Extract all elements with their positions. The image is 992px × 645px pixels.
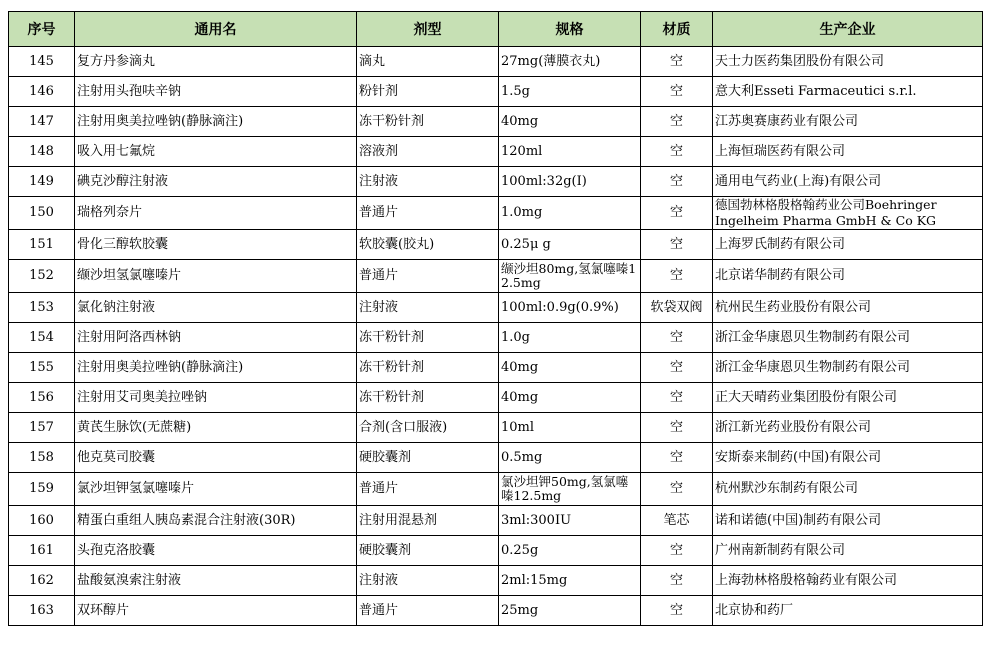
cell-spec: 27mg(薄膜衣丸) [499,47,641,77]
cell-spec: 氯沙坦钾50mg,氢氯噻嗪12.5mg [499,473,641,506]
cell-form: 普通片 [357,260,499,293]
table-row [9,383,983,413]
cell-material: 空 [641,167,713,197]
cell-spec: 25mg [499,596,641,626]
cell-company: 杭州民生药业股份有限公司 [713,293,983,323]
header-material: 材质 [641,12,713,47]
table-row [9,473,983,506]
cell-form: 注射液 [357,566,499,596]
cell-material: 空 [641,323,713,353]
cell-material: 空 [641,536,713,566]
cell-spec: 3ml:300IU [499,506,641,536]
cell-material: 空 [641,77,713,107]
cell-material: 空 [641,566,713,596]
cell-company: 上海恒瑞医药有限公司 [713,137,983,167]
cell-company: 北京诺华制药有限公司 [713,260,983,293]
cell-material: 空 [641,353,713,383]
cell-material: 空 [641,137,713,167]
cell-company: 天士力医药集团股份有限公司 [713,47,983,77]
cell-form: 合剂(含口服液) [357,413,499,443]
cell-no: 152 [9,260,75,293]
cell-company: 安斯泰来制药(中国)有限公司 [713,443,983,473]
cell-company: 意大利Esseti Farmaceutici s.r.l. [713,77,983,107]
cell-no: 150 [9,197,75,230]
header-row [9,12,983,47]
cell-no: 148 [9,137,75,167]
cell-company: 广州南新制药有限公司 [713,536,983,566]
cell-company: 正大天晴药业集团股份有限公司 [713,383,983,413]
cell-spec: 120ml [499,137,641,167]
cell-no: 151 [9,230,75,260]
cell-no: 160 [9,506,75,536]
cell-no: 145 [9,47,75,77]
cell-form: 冻干粉针剂 [357,353,499,383]
cell-spec: 100ml:0.9g(0.9%) [499,293,641,323]
cell-name: 头孢克洛胶囊 [75,536,357,566]
cell-name: 骨化三醇软胶囊 [75,230,357,260]
table-row [9,596,983,626]
cell-no: 158 [9,443,75,473]
cell-spec: 0.25μ g [499,230,641,260]
cell-name: 复方丹参滴丸 [75,47,357,77]
cell-name: 双环醇片 [75,596,357,626]
cell-no: 155 [9,353,75,383]
cell-company: 北京协和药厂 [713,596,983,626]
cell-name: 氯沙坦钾氢氯噻嗪片 [75,473,357,506]
cell-material: 软袋双阀 [641,293,713,323]
cell-form: 硬胶囊剂 [357,443,499,473]
table-row [9,197,983,230]
cell-no: 154 [9,323,75,353]
cell-material: 空 [641,473,713,506]
cell-form: 粉针剂 [357,77,499,107]
table-row [9,506,983,536]
cell-name: 缬沙坦氢氯噻嗪片 [75,260,357,293]
cell-company: 上海勃林格殷格翰药业有限公司 [713,566,983,596]
cell-form: 普通片 [357,197,499,230]
cell-company: 江苏奥赛康药业有限公司 [713,107,983,137]
cell-name: 碘克沙醇注射液 [75,167,357,197]
cell-form: 冻干粉针剂 [357,323,499,353]
cell-spec: 40mg [499,353,641,383]
cell-name: 盐酸氨溴索注射液 [75,566,357,596]
cell-name: 黄芪生脉饮(无蔗糖) [75,413,357,443]
cell-name: 精蛋白重组人胰岛素混合注射液(30R) [75,506,357,536]
header-form: 剂型 [357,12,499,47]
cell-spec: 1.0mg [499,197,641,230]
table-row [9,107,983,137]
cell-spec: 10ml [499,413,641,443]
table-row [9,137,983,167]
cell-spec: 40mg [499,383,641,413]
header-company: 生产企业 [713,12,983,47]
header-name: 通用名 [75,12,357,47]
cell-no: 149 [9,167,75,197]
table-row [9,260,983,293]
cell-form: 溶液剂 [357,137,499,167]
cell-spec: 100ml:32g(I) [499,167,641,197]
cell-no: 162 [9,566,75,596]
header-spec: 规格 [499,12,641,47]
cell-company: 上海罗氏制药有限公司 [713,230,983,260]
cell-name: 瑞格列奈片 [75,197,357,230]
cell-no: 163 [9,596,75,626]
cell-form: 注射液 [357,293,499,323]
cell-form: 冻干粉针剂 [357,383,499,413]
table-row [9,293,983,323]
cell-spec: 2ml:15mg [499,566,641,596]
cell-company: 浙江金华康恩贝生物制药有限公司 [713,323,983,353]
cell-material: 空 [641,443,713,473]
table-row [9,47,983,77]
cell-company: 德国勃林格殷格翰药业公司Boehringer Ingelheim Pharma GmbH & Co KG [713,197,983,230]
table-row [9,566,983,596]
cell-name: 氯化钠注射液 [75,293,357,323]
cell-material: 空 [641,260,713,293]
cell-no: 159 [9,473,75,506]
cell-company: 浙江新光药业股份有限公司 [713,413,983,443]
cell-spec: 0.5mg [499,443,641,473]
table-row [9,353,983,383]
cell-name: 注射用奥美拉唑钠(静脉滴注) [75,107,357,137]
cell-name: 注射用艾司奥美拉唑钠 [75,383,357,413]
cell-spec: 缬沙坦80mg,氢氯噻嗪12.5mg [499,260,641,293]
cell-material: 笔芯 [641,506,713,536]
table-row [9,443,983,473]
cell-name: 吸入用七氟烷 [75,137,357,167]
cell-name: 他克莫司胶囊 [75,443,357,473]
cell-form: 注射用混悬剂 [357,506,499,536]
drug-list-sheet [8,11,983,626]
cell-name: 注射用奥美拉唑钠(静脉滴注) [75,353,357,383]
table-row [9,323,983,353]
cell-no: 157 [9,413,75,443]
cell-form: 硬胶囊剂 [357,536,499,566]
table-row [9,77,983,107]
cell-name: 注射用头孢呋辛钠 [75,77,357,107]
cell-company: 通用电气药业(上海)有限公司 [713,167,983,197]
cell-spec: 1.5g [499,77,641,107]
cell-spec: 1.0g [499,323,641,353]
cell-spec: 40mg [499,107,641,137]
table-row [9,536,983,566]
cell-no: 153 [9,293,75,323]
cell-material: 空 [641,107,713,137]
cell-company: 杭州默沙东制药有限公司 [713,473,983,506]
cell-material: 空 [641,596,713,626]
cell-material: 空 [641,413,713,443]
cell-spec: 0.25g [499,536,641,566]
header-no: 序号 [9,12,75,47]
cell-material: 空 [641,197,713,230]
cell-material: 空 [641,47,713,77]
table-row [9,230,983,260]
cell-no: 146 [9,77,75,107]
cell-no: 147 [9,107,75,137]
cell-form: 冻干粉针剂 [357,107,499,137]
cell-material: 空 [641,230,713,260]
table-row [9,413,983,443]
cell-company: 浙江金华康恩贝生物制药有限公司 [713,353,983,383]
cell-form: 普通片 [357,473,499,506]
cell-form: 注射液 [357,167,499,197]
cell-form: 软胶囊(胶丸) [357,230,499,260]
drug-table [8,11,983,626]
cell-no: 161 [9,536,75,566]
cell-form: 普通片 [357,596,499,626]
cell-material: 空 [641,383,713,413]
cell-form: 滴丸 [357,47,499,77]
cell-no: 156 [9,383,75,413]
cell-company: 诺和诺德(中国)制药有限公司 [713,506,983,536]
cell-name: 注射用阿洛西林钠 [75,323,357,353]
table-row [9,167,983,197]
